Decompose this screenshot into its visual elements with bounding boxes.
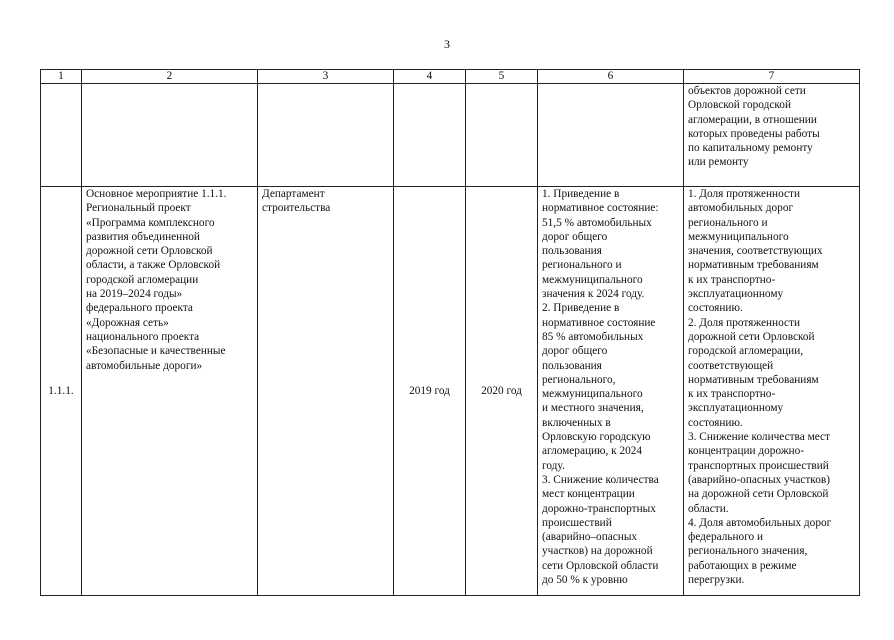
activity-cell: Основное мероприятие 1.1.1. Региональный проект «Программа комплексного развития объединенной дорожной сети Орловской области, а также Орловской городской агломерации на 2019–2024 годы» федерального проекта «Дорожная сеть» национального проекта «Безопасные и качественные автомобильные дороги»: [82, 187, 258, 596]
row-number-cell: 1.1.1.: [41, 187, 82, 596]
column-header-7: 7: [684, 70, 860, 84]
results-cell: 1. Приведение в нормативное состояние: 51,5 % автомобильных дорог общего пользования регионального и межмуниципального значения к 2024 году. 2. Приведение в нормативное состояние 85 % автомобильных дорог общего пользования регионального, межмуниципального и местного значения, включенных в Орловскую городскую агломерацию, к 2024 году. 3. Снижение количества мест концентрации дорожно-транспортных происшествий (аварийно–опасных участков) на дорожной сети Орловской области до 50 % к уровню: [538, 187, 684, 596]
column-header-4: 4: [394, 70, 466, 84]
continued-cell-3: [258, 84, 394, 187]
continued-cell-1: [41, 84, 82, 187]
column-header-5: 5: [466, 70, 538, 84]
column-header-1: 1: [41, 70, 82, 84]
end-year-cell: 2020 год: [466, 187, 538, 596]
program-table: [40, 69, 860, 596]
indicators-cell: 1. Доля протяженности автомобильных дорог регионального и межмуниципального значения, соответствующих нормативным требованиям к их транспортно- эксплуатационному состоянию. 2. Доля протяженности дорожной сети Орловской городской агломерации, соответствующей нормативным требованиям к их транспортно- эксплуатационному состоянию. 3. Снижение количества мест концентрации дорожно- транспортных происшествий (аварийно-опасных участков) на дорожной сети Орловской области. 4. Доля автомобильных дорог федерального и регионального значения, работающих в режиме перегрузки.: [684, 187, 860, 596]
column-header-2: 2: [82, 70, 258, 84]
continued-cell-2: [82, 84, 258, 187]
table-row-1-1-1: [41, 187, 860, 596]
continued-cell-6: [538, 84, 684, 187]
column-header-3: 3: [258, 70, 394, 84]
continued-cell-5: [466, 84, 538, 187]
column-number-row: [41, 70, 860, 84]
continued-indicators-cell: объектов дорожной сети Орловской городской агломерации, в отношении которых проведены работы по капитальному ремонту или ремонту: [684, 84, 860, 187]
continued-cell-4: [394, 84, 466, 187]
executor-cell: Департамент строительства: [258, 187, 394, 596]
page-number: 3: [444, 37, 450, 51]
start-year-cell: 2019 год: [394, 187, 466, 596]
column-header-6: 6: [538, 70, 684, 84]
table-row-continued: [41, 84, 860, 187]
